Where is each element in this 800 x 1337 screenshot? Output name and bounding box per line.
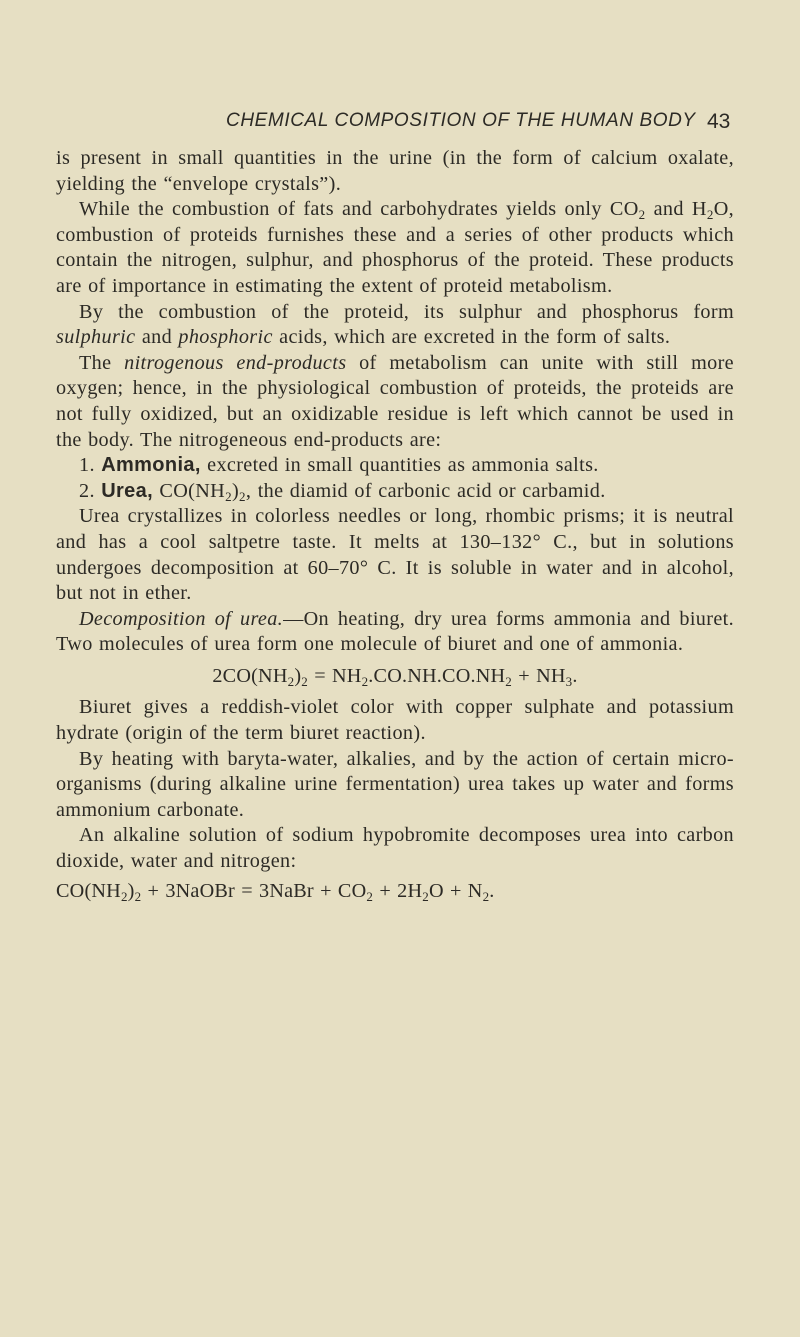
equation-hypobromite	[56, 879, 734, 905]
text-run: While the combustion of fats and carbohydrates yields only CO	[79, 198, 639, 221]
formula-run: = NH	[307, 664, 362, 687]
paragraph-urea-properties: Urea crystallizes in colorless needles or long, rhombic prisms; it is neutral and has a cool saltpetre taste. It melts at 130–132° C., but in solutions undergoes decomposition at 60–70° C. It is soluble in water and in alcohol, but not in ether.	[56, 505, 734, 605]
italic-term: nitrogenous end-products	[124, 351, 347, 374]
italic-term: sulphuric	[56, 326, 136, 349]
formula-run: .	[572, 664, 578, 687]
text-run: O, combustion of proteids furnishes these and a series of other products which contain the nitrogen, sulphur, and phosphorus of the proteid. These products are of importance in estimating the extent of proteid metabolism.	[56, 198, 735, 297]
formula-run: CO(NH	[153, 479, 226, 502]
bold-term: Urea,	[101, 479, 154, 502]
italic-term: phosphoric	[178, 326, 273, 349]
subscript: 2	[287, 673, 295, 689]
paragraph-hypobromite: An alkaline solution of sodium hypobromite decomposes urea into carbon dioxide, water and nitrogen:	[56, 824, 734, 873]
formula-run: )	[127, 879, 135, 902]
formula-run: 2CO(NH	[212, 664, 288, 687]
formula-run: + 3NaOBr = 3NaBr + CO	[141, 879, 367, 902]
text-run: By the combustion of the proteid, its sulphur and phosphorus form	[79, 300, 734, 323]
paragraph-continuation: is present in small quantities in the urine (in the form of calcium oxalate, yielding the “envelope crystals”).	[56, 147, 734, 195]
subscript: 2	[134, 888, 142, 904]
text-run: of metabolism can unite with still more oxygen; hence, in the physiological combustion of proteids, the proteids are not fully oxidized, but an oxidizable residue is left which cannot be used in the body. The nitrogeneous end-products are:	[56, 351, 734, 451]
list-item-ammonia	[56, 453, 734, 479]
subscript: 3	[565, 673, 573, 689]
text-run: and	[135, 326, 179, 349]
subscript: 2	[361, 673, 369, 689]
formula-run: + NH	[512, 664, 566, 687]
formula-run: + 2H	[373, 879, 423, 902]
formula-run: )	[294, 664, 302, 687]
subscript: 2	[505, 673, 512, 689]
paragraph-biuret-reaction: Biuret gives a reddish-violet color with copper sulphate and potassium hydrate (origin of the term biuret reaction).	[56, 696, 734, 745]
subscript: 2	[366, 888, 374, 904]
chapter-title: CHEMICAL COMPOSITION OF THE HUMAN BODY	[226, 110, 696, 131]
subscript: 2	[225, 488, 232, 504]
paragraph-nitrogenous	[56, 351, 734, 453]
list-item-urea	[56, 479, 734, 505]
equation-biuret	[56, 664, 734, 690]
subscript: 2	[422, 888, 429, 904]
list-number: 2.	[79, 479, 95, 502]
subscript: 2	[301, 673, 308, 689]
subscript: 2	[120, 888, 128, 904]
formula-run: CO(NH	[56, 879, 121, 902]
subscript: 2	[482, 888, 490, 904]
formula-run: O + N	[428, 879, 483, 902]
formula-run: .CO.NH.CO.NH	[368, 664, 506, 687]
text-run: acids, which are excreted in the form of salts.	[272, 326, 671, 349]
subscript: 2	[706, 207, 714, 223]
italic-heading: Decomposition of urea.	[79, 607, 284, 630]
text-run: , the diamid of carbonic acid or carbamid.	[245, 479, 606, 502]
text-run: The	[79, 351, 125, 374]
bold-term: Ammonia,	[101, 454, 201, 477]
text-run: excreted in small quantities as ammonia salts.	[200, 454, 599, 477]
paragraph-fermentation: By heating with baryta-water, alkalies, and by the action of certain micro-organisms (during alkaline urine fermentation) urea takes up water and forms ammonium carbonate.	[56, 747, 734, 821]
formula-run: .	[489, 879, 495, 902]
page-number: 43	[707, 110, 731, 133]
body-text	[56, 146, 734, 910]
paragraph-sulphur	[56, 300, 734, 351]
running-head	[0, 110, 800, 140]
subscript: 2	[638, 207, 646, 223]
formula-run: )	[231, 479, 240, 502]
paragraph-decomposition	[56, 607, 734, 658]
text-run: —On heating, dry urea forms ammonia and biuret. Two molecules of urea form one molecule of biuret and one of ammonia.	[56, 607, 734, 656]
paragraph-combustion	[56, 197, 734, 299]
list-number: 1.	[79, 454, 95, 477]
text-run: and H	[645, 198, 707, 221]
subscript: 2	[239, 488, 246, 504]
